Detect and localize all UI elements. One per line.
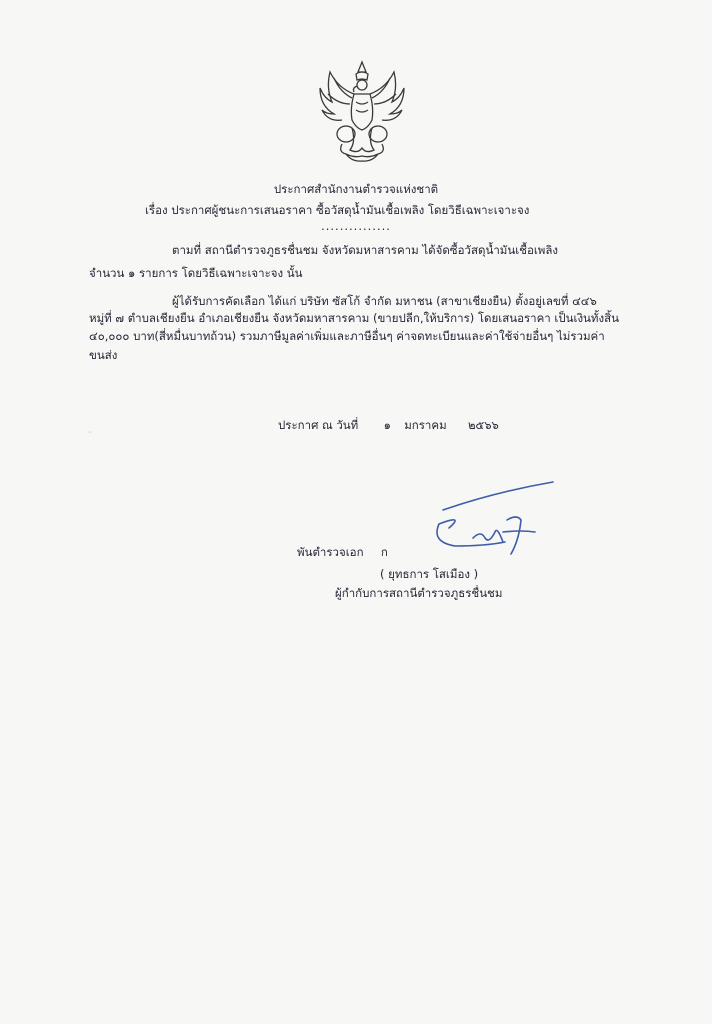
date-month: มกราคม [404,418,447,432]
announcement-title: ประกาศสำนักงานตำรวจแห่งชาติ [273,182,439,196]
date-label: ประกาศ ณ วันที่ [278,418,359,432]
date-line [278,417,499,433]
paragraph-2-line-3: ๔๐,๐๐๐ บาท(สี่หมื่นบาทถ้วน) รวมภาษีมูลค่าเพิ่มและภาษีอื่นๆ ค่าจดทะเบียนและค่าใช้จ่ายอื่นๆ ไม่รวมค่า [89,329,605,343]
date-year: ๒๕๖๖ [467,418,499,432]
paragraph-2-line-4: ขนส่ง [89,348,118,362]
signatory-rank: พันตำรวจเอก [297,545,364,559]
announcement-subject: เรื่อง ประกาศผู้ชนะการเสนอราคา ซื้อวัสดุน้ำมันเชื้อเพลิง โดยวิธีเฉพาะเจาะจง [145,203,530,217]
signatory-rank-line [297,544,388,560]
paragraph-1-line-1: ตามที่ สถานีตำรวจภูธรชื่นชม จังหวัดมหาสารคาม ได้จัดซื้อวัสดุน้ำมันเชื้อเพลิง [172,243,559,257]
paragraph-2-line-1: ผู้ได้รับการคัดเลือก ได้แก่ บริษัท ซัสโก้ จำกัด มหาชน (สาขาเชียงยืน) ตั้งอยู่เลขที่ ๔๔๖ [172,294,597,308]
signatory-name: ( ยุทธการ โสเมือง ) [380,567,479,581]
paragraph-2-line-2: หมู่ที่ ๗ ตำบลเชียงยืน อำเภอเชียงยืน จังหวัดมหาสารคาม (ขายปลีก,ให้บริการ) โดยเสนอราคา เป็นเงินทั้งสิ้น [89,311,619,325]
paragraph-1-line-2: จำนวน ๑ รายการ โดยวิธีเฉพาะเจาะจง นั้น [89,266,303,280]
garuda-emblem-icon [312,58,412,164]
date-day: ๑ [383,418,391,432]
handwritten-signature-icon [425,480,560,560]
scan-mark: - [88,425,92,438]
signatory-position: ผู้กำกับการสถานีตำรวจภูธรชื่นชม [335,586,503,600]
signatory-initial: ก [380,545,388,559]
separator: ............... [321,219,391,233]
